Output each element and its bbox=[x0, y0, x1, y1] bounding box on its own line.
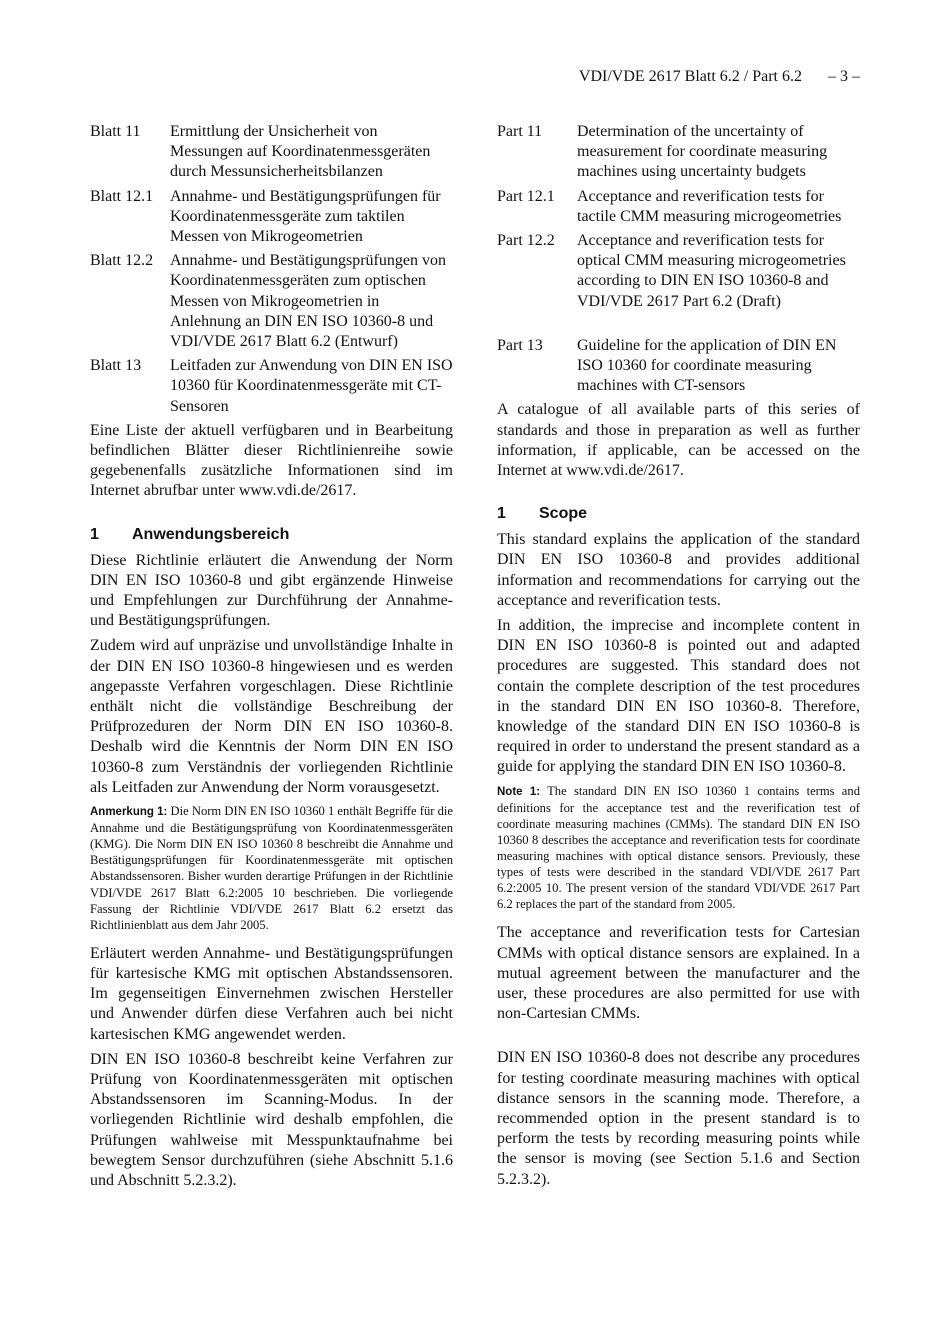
part-entry bbox=[497, 336, 860, 397]
part-entry bbox=[497, 187, 860, 227]
paragraph: DIN EN ISO 10360-8 beschreibt keine Verfahren zur Prüfung von Koordinatenmessgeräten mit optischen Abstandssensoren im Scanning-Modus. In der vorliegenden Richtlinie wird deshalb empfohlen, die Prüfungen wahlweise mit Messpunktaufnahme bei bewegtem Sensor durchzuführen (siehe Abschnitt 5.1.6 und Abschnitt 5.2.3.2). bbox=[90, 1050, 453, 1190]
part-number: Blatt 12.1 bbox=[90, 187, 154, 205]
note-label: Anmerkung 1: bbox=[90, 806, 168, 819]
part-entry bbox=[497, 231, 860, 312]
part-number: Part 13 bbox=[497, 336, 543, 354]
paragraph: The acceptance and reverification tests for Cartesian CMMs with optical distance sensors are explained. In a mutual agreement between the manufacturer and the user, these procedures are also permitted for use with non-Cartesian CMMs. bbox=[497, 924, 860, 1023]
series-intro: Eine Liste der aktuell verfügbaren und in Bearbeitung befindlichen Blätter dieser Richtlinienreihe sowie gegebenenfalls zusätzliche Informationen sind im Internet abrufbar unter www.vdi.de/2617. bbox=[90, 421, 453, 500]
paragraph: Erläutert werden Annahme- und Bestätigungsprüfungen für kartesische KMG mit optischen Abstandssensoren. Im gegenseitigen Einvernehmen zwischen Hersteller und Anwender dürfen diese Verfahren auch bei nicht kartesischen KMG angewendet werden. bbox=[90, 944, 453, 1043]
part-number: Part 12.2 bbox=[497, 232, 555, 250]
header-title: VDI/VDE 2617 Blatt 6.2 / Part 6.2 bbox=[578, 68, 802, 85]
page-header bbox=[579, 68, 860, 86]
paragraph: In addition, the imprecise and incomplete content in DIN EN ISO 10360-8 is pointed out and adapted procedures are suggested. This standard does not contain the complete description of the test procedures in the standard DIN EN ISO 10360-8. Therefore, knowledge of the standard DIN EN ISO 10360-8 is required in order to understand the present standard as a guide for applying the standard DIN EN ISO 10360-8. bbox=[497, 617, 860, 776]
part-entry bbox=[90, 122, 453, 183]
english-column bbox=[497, 122, 860, 1195]
part-title: Ermittlung der Unsicherheit von Messungen auf Koordinatenmessgeräten durch Messunsicherheitsbilanzen bbox=[170, 123, 431, 181]
part-entry bbox=[90, 356, 453, 417]
note-text: Die Norm DIN EN ISO 10360 1 enthält Begriffe für die Annahme und die Bestätigungsprüfung von Koordinatenmessgeräten (KMG). Die Norm DIN EN ISO 10360 8 beschreibt die Annahme und Bestätigungsprüfungen für Koordinatenmessgeräte mit optischen Abstandssensoren. Bisher wurden derartige Prüfungen in der Richtlinie VDI/VDE 2617 Blatt 6.2:2005 10 beschrieben. Die vorliegende Fassung der Richtlinie VDI/VDE 2617 Blatt 6.2 ersetzt das Richtlinienblatt aus dem Jahr 2005. bbox=[90, 804, 453, 932]
part-number: Blatt 13 bbox=[90, 357, 142, 375]
german-column bbox=[90, 122, 453, 1196]
section-heading bbox=[497, 504, 860, 524]
section-title: Scope bbox=[539, 505, 588, 523]
paragraph: This standard explains the application of the standard DIN EN ISO 10360-8 and provides additional information and recommendations for carrying out the acceptance and reverification tests. bbox=[497, 531, 860, 609]
section-number: 1 bbox=[497, 505, 506, 523]
part-title: Leitfaden zur Anwendung von DIN EN ISO 10360 für Koordinatenmessgeräte mit CT-Sensoren bbox=[170, 357, 453, 415]
part-entry bbox=[90, 187, 453, 248]
part-title: Annahme- und Bestätigungsprüfungen für Koordinatenmessgeräte zum taktilen Messen von Mikrogeometrien bbox=[170, 187, 441, 246]
part-title: Acceptance and reverification tests for tactile CMM measuring microgeometries bbox=[577, 187, 842, 225]
part-number: Part 12.1 bbox=[497, 187, 555, 205]
paragraph: DIN EN ISO 10360-8 does not describe any procedures for testing coordinate measuring machines with optical distance sensors in the scanning mode. Therefore, a recommended option in the present standard is to perform the tests by recording measuring points while the sensor is moving (see Section 5.1.6 and Section 5.2.3.2). bbox=[497, 1049, 860, 1188]
part-title: Annahme- und Bestätigungsprüfungen von Koordinatenmessgeräten zum optischen Messen von Mikrogeometrien in Anlehnung an DIN EN ISO 10360-8 und VDI/VDE 2617 Blatt 6.2 (Entwurf) bbox=[170, 252, 446, 351]
part-number: Part 11 bbox=[497, 123, 543, 140]
part-entry bbox=[90, 251, 453, 352]
note-text: The standard DIN EN ISO 10360 1 contains terms and definitions for the acceptance test and the reverification test of coordinate measuring machines (CMMs). The standard DIN EN ISO 10360 8 describes the acceptance and reverification tests for coordinate measuring machines with optical distance sensors. Previously, these types of tests were described in the standard VDI/VDE 2617 Part 6.2:2005 10. The present version of the standard VDI/VDE 2617 Part 6.2 replaces the part of the standard from 2005. bbox=[497, 783, 860, 912]
section-title: Anwendungsbereich bbox=[132, 525, 290, 543]
part-entry bbox=[497, 122, 860, 183]
paragraph: Diese Richtlinie erläutert die Anwendung der Norm DIN EN ISO 10360-8 und gibt ergänzende Hinweise und Empfehlungen zur Durchführung der Annahme- und Bestätigungsprüfungen. bbox=[90, 551, 453, 630]
part-title: Acceptance and reverification tests for optical CMM measuring microgeometries according to DIN EN ISO 10360-8 and VDI/VDE 2617 Part 6.2 (Draft) bbox=[577, 232, 846, 310]
page-number: – 3 – bbox=[828, 68, 860, 85]
note bbox=[90, 803, 453, 933]
series-intro: A catalogue of all available parts of this series of standards and those in preparation as well as further information, if applicable, can be accessed on the Internet at www.vdi.de/2617. bbox=[497, 401, 860, 480]
paragraph: Zudem wird auf unpräzise und unvollständige Inhalte in der DIN EN ISO 10360-8 hingewiesen und es werden angepasste Verfahren vorgeschlagen. Diese Richtlinie enthält nicht die vollständige Beschreibung der Prüfprozeduren der Norm DIN EN ISO 10360-8. Deshalb wird die Kenntnis der Norm DIN EN ISO 10360-8 zum Verständnis der vorliegenden Richtlinie als Leitfaden zur Anwendung der Norm vorausgesetzt. bbox=[90, 637, 453, 796]
section-heading bbox=[90, 525, 453, 545]
note-label: Note 1: bbox=[497, 785, 541, 798]
note bbox=[497, 783, 860, 913]
part-number: Blatt 12.2 bbox=[90, 252, 154, 270]
part-title: Guideline for the application of DIN EN ISO 10360 for coordinate measuring machines with CT-sensors bbox=[577, 336, 837, 395]
part-number: Blatt 11 bbox=[90, 123, 141, 140]
part-title: Determination of the uncertainty of measurement for coordinate measuring machines using uncertainty budgets bbox=[577, 123, 828, 181]
section-number: 1 bbox=[90, 525, 99, 543]
